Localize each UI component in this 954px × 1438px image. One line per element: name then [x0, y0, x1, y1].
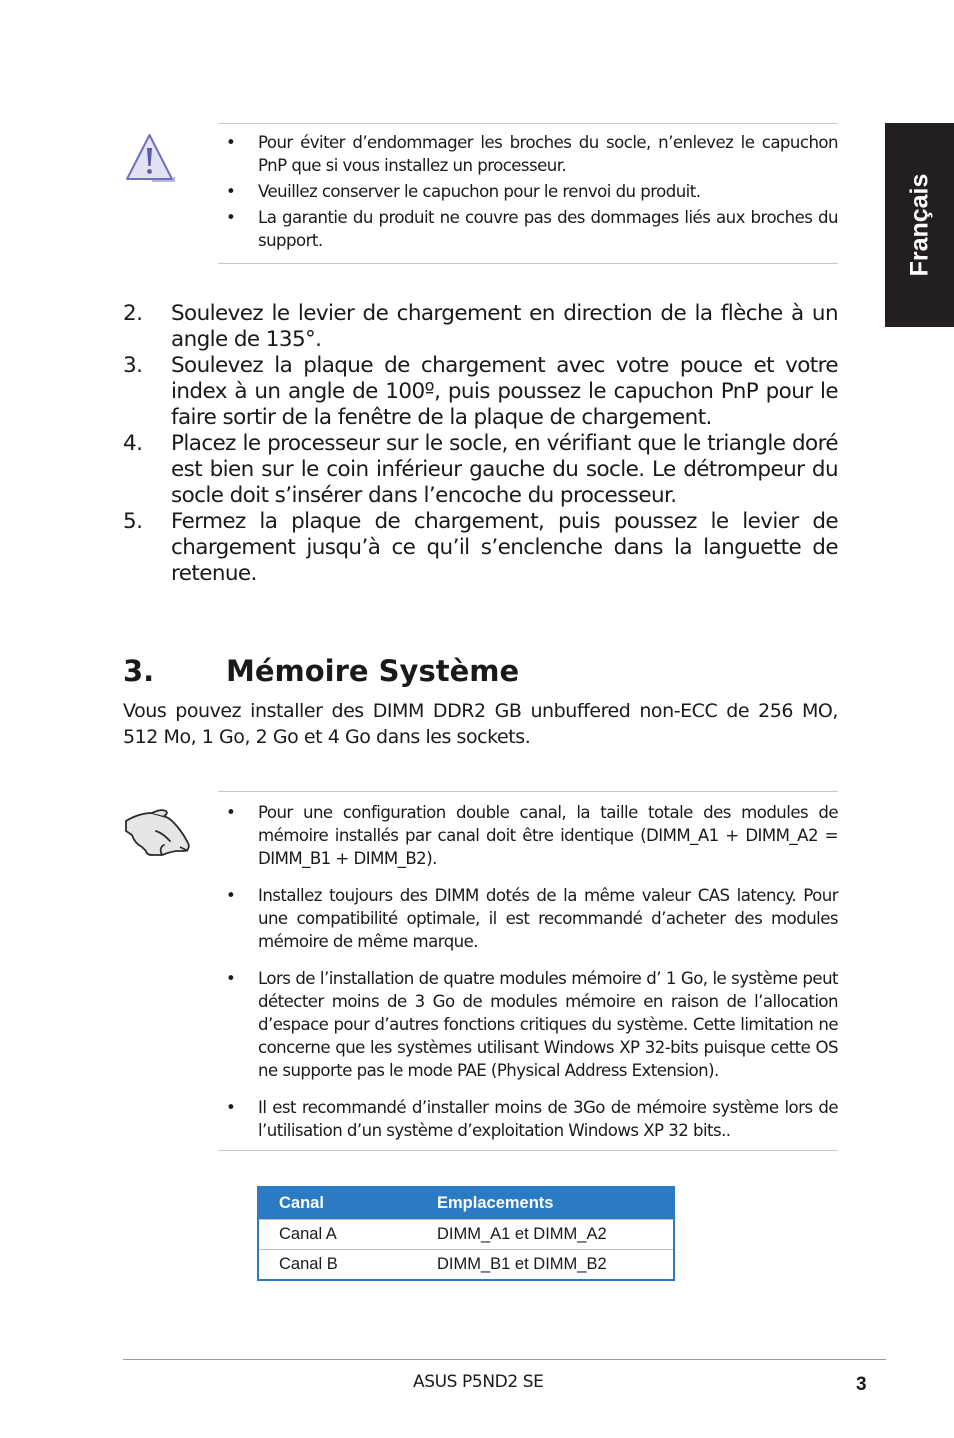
section-title-text: Mémoire Système	[226, 654, 520, 688]
step-number: 4.	[123, 431, 143, 456]
caution-item: • Pour éviter d’endommager les broches du socle, n’enlevez le capuchon PnP que si vous installez un processeur.	[218, 131, 838, 177]
step-text: Placez le processeur sur le socle, en vérifiant que le triangle doré est bien sur le coin inférieur gauche du socle. Le détrompeur du socle doit s’insérer dans l’encoche du processeur.	[171, 431, 838, 508]
step-number: 2.	[123, 301, 143, 326]
caution-box	[218, 123, 838, 264]
language-tab	[885, 123, 954, 327]
step-number: 5.	[123, 509, 143, 534]
table-row	[258, 1220, 674, 1250]
table-header-canal: Canal	[258, 1187, 437, 1220]
channel-table	[257, 1186, 675, 1281]
language-tab-label: Français	[905, 173, 933, 277]
table-cell: Canal A	[258, 1220, 437, 1250]
note-box	[218, 791, 838, 1151]
step-item	[123, 431, 838, 509]
installation-steps	[123, 301, 838, 587]
step-item	[123, 509, 838, 587]
step-item	[123, 301, 838, 353]
note-item: • Installez toujours des DIMM dotés de la même valeur CAS latency. Pour une compatibilité optimale, il est recommandé d’acheter des modules mémoire de même marque.	[218, 884, 838, 953]
footer-divider	[123, 1359, 886, 1360]
warning-triangle-icon	[123, 131, 176, 185]
table-cell: DIMM_B1 et DIMM_B2	[437, 1250, 674, 1281]
section-number: 3.	[123, 654, 155, 688]
section-title	[123, 654, 519, 688]
step-text: Fermez la plaque de chargement, puis poussez le levier de chargement jusqu’à ce qu’il s’enclenche dans la languette de retenue.	[171, 509, 838, 586]
note-list	[218, 801, 838, 1156]
table-cell: Canal B	[258, 1250, 437, 1281]
step-text: Soulevez le levier de chargement en direction de la flèche à un angle de 135°.	[171, 301, 838, 352]
table-cell: DIMM_A1 et DIMM_A2	[437, 1220, 674, 1250]
table-header-row	[258, 1187, 674, 1220]
table-row	[258, 1250, 674, 1281]
section-intro: Vous pouvez installer des DIMM DDR2 GB unbuffered non-ECC de 256 MO, 512 Mo, 1 Go, 2 Go et 4 Go dans les sockets.	[123, 700, 838, 748]
page-number: 3	[856, 1374, 867, 1395]
step-item	[123, 353, 838, 431]
note-item: • Lors de l’installation de quatre modules mémoire d’ 1 Go, le système peut détecter moins de 3 Go de modules mémoire en raison de l’allocation d’espace pour d’autres fonctions critiques du système. Cette limitation ne concerne que les systèmes utilisant Windows XP 32-bits puisque cette OS ne supporte pas le mode PAE (Physical Address Extension).	[218, 967, 838, 1082]
caution-list	[218, 131, 838, 255]
note-item: • Pour une configuration double canal, la taille totale des modules de mémoire installés par canal doit être identique (DIMM_A1 + DIMM_A2 = DIMM_B1 + DIMM_B2).	[218, 801, 838, 870]
note-item: • Il est recommandé d’installer moins de 3Go de mémoire système lors de l’utilisation d’un système d’exploitation Windows XP 32 bits..	[218, 1096, 838, 1142]
step-text: Soulevez la plaque de chargement avec votre pouce et votre index à un angle de 100º, puis poussez le capuchon PnP pour le faire sortir de la fenêtre de la plaque de chargement.	[171, 353, 838, 430]
caution-item: • La garantie du produit ne couvre pas des dommages liés aux broches du support.	[218, 206, 838, 252]
footer-model: ASUS P5ND2 SE	[413, 1372, 544, 1392]
table-header-emplacements: Emplacements	[437, 1187, 674, 1220]
step-number: 3.	[123, 353, 143, 378]
pointing-hand-icon	[122, 801, 194, 859]
caution-item: • Veuillez conserver le capuchon pour le renvoi du produit.	[218, 180, 838, 203]
